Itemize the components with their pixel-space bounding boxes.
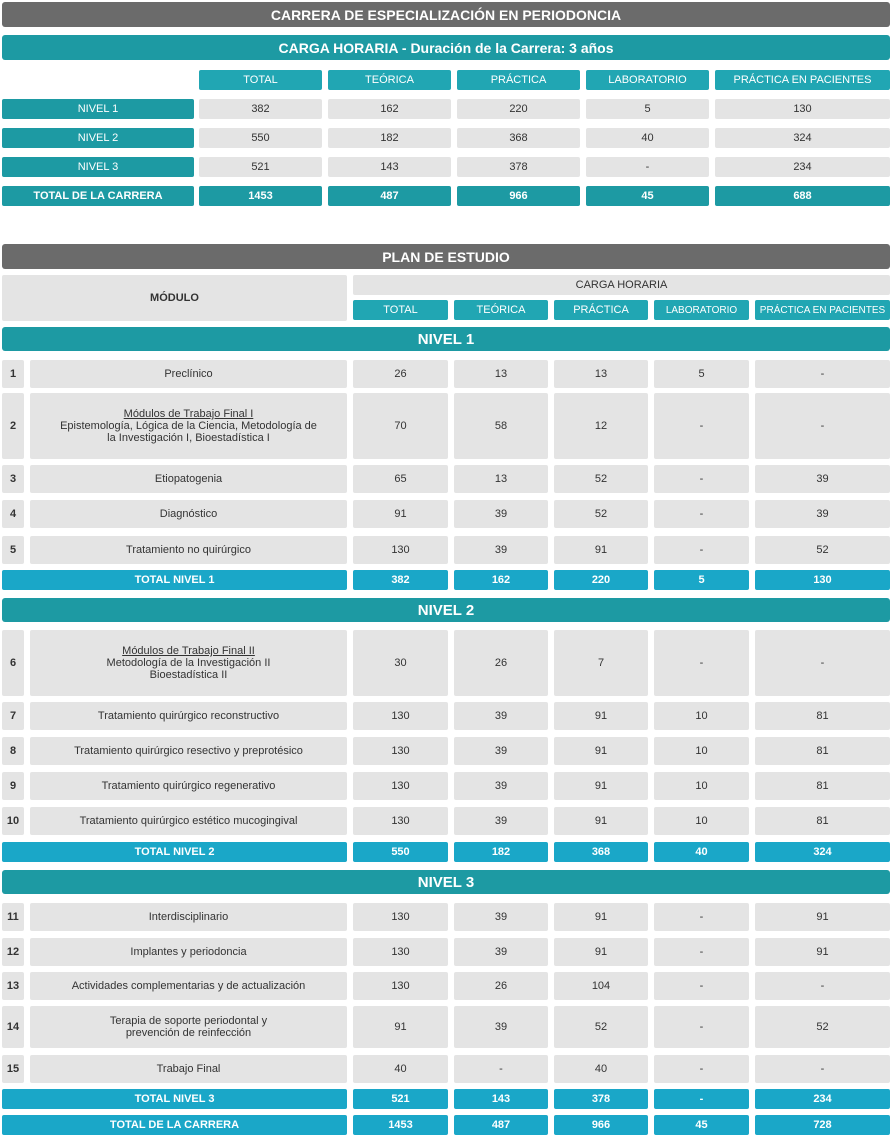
hours-cell: - [755, 1055, 890, 1083]
hours-cell: 12 [554, 393, 648, 459]
hours-cell: 39 [454, 536, 548, 564]
carga-cell: - [586, 157, 709, 177]
nivel-total-cell: 130 [755, 570, 890, 590]
nivel-total-cell: 550 [353, 842, 448, 862]
hours-cell: - [654, 630, 749, 696]
carga-total-cell: 487 [328, 186, 451, 206]
row-number: 3 [2, 465, 24, 493]
module-name-line: Tratamiento quirúrgico regenerativo [101, 780, 276, 792]
carga-total-cell: 966 [457, 186, 580, 206]
carga-cell: 130 [715, 99, 890, 119]
module-name [30, 1055, 347, 1083]
hours-cell: 91 [554, 938, 648, 966]
nivel-total-label: TOTAL NIVEL 1 [2, 570, 347, 590]
hours-cell: 40 [554, 1055, 648, 1083]
nivel-total-cell: 382 [353, 570, 448, 590]
module-name-line: Metodología de la Investigación II [106, 657, 271, 669]
hours-cell: 52 [755, 1006, 890, 1048]
carga-row-label: NIVEL 1 [2, 99, 194, 119]
hours-cell: 91 [554, 807, 648, 835]
hours-cell: 13 [554, 360, 648, 388]
hours-cell: 10 [654, 807, 749, 835]
row-number: 9 [2, 772, 24, 800]
module-name-line: prevención de reinfección [125, 1027, 252, 1039]
hours-cell: 39 [454, 772, 548, 800]
module-group-title: Módulos de Trabajo Final I [123, 408, 254, 420]
hours-cell: - [654, 903, 749, 931]
module-name [30, 1006, 347, 1048]
module-name-line: Implantes y periodoncia [130, 946, 247, 958]
hours-cell: - [454, 1055, 548, 1083]
carga-row-label: NIVEL 3 [2, 157, 194, 177]
row-number: 2 [2, 393, 24, 459]
row-number: 6 [2, 630, 24, 696]
row-number: 5 [2, 536, 24, 564]
carga-header-0: TOTAL [199, 70, 322, 90]
hours-cell: 91 [554, 702, 648, 730]
row-number: 7 [2, 702, 24, 730]
hours-cell: - [755, 972, 890, 1000]
module-name-line: Bioestadística II [149, 669, 228, 681]
hours-cell: - [654, 465, 749, 493]
hours-cell: 91 [554, 903, 648, 931]
hours-cell: 26 [353, 360, 448, 388]
module-name-line: Terapia de soporte periodontal y [109, 1015, 268, 1027]
hours-cell: 81 [755, 737, 890, 765]
module-name [30, 630, 347, 696]
hours-cell: 40 [353, 1055, 448, 1083]
hours-cell: 39 [454, 500, 548, 528]
carga-cell: 382 [199, 99, 322, 119]
hours-cell: 7 [554, 630, 648, 696]
plan-header-3: LABORATORIO [654, 300, 749, 320]
carga-header-3: LABORATORIO [586, 70, 709, 90]
hours-cell: 39 [454, 938, 548, 966]
modulo-header: MÓDULO [2, 275, 347, 321]
carga-cell: 378 [457, 157, 580, 177]
module-name-line: Tratamiento no quirúrgico [126, 544, 251, 556]
module-name-line: Tratamiento quirúrgico reconstructivo [97, 710, 280, 722]
hours-cell: 30 [353, 630, 448, 696]
nivel-title: NIVEL 2 [2, 598, 890, 622]
nivel-total-cell: 368 [554, 842, 648, 862]
hours-cell: 26 [454, 630, 548, 696]
nivel-total-cell: 234 [755, 1089, 890, 1109]
carga-total-label: TOTAL DE LA CARRERA [2, 186, 194, 206]
grand-total-cell: 966 [554, 1115, 648, 1135]
carga-total-cell: 1453 [199, 186, 322, 206]
hours-cell: 39 [454, 807, 548, 835]
carga-row-label: NIVEL 2 [2, 128, 194, 148]
grand-total-cell: 45 [654, 1115, 749, 1135]
nivel-total-cell: 378 [554, 1089, 648, 1109]
nivel-total-cell: - [654, 1089, 749, 1109]
hours-cell: 81 [755, 772, 890, 800]
nivel-total-cell: 162 [454, 570, 548, 590]
carga-cell: 40 [586, 128, 709, 148]
carga-cell: 234 [715, 157, 890, 177]
module-name-line: Preclínico [164, 368, 213, 380]
hours-cell: - [755, 630, 890, 696]
hours-cell: 81 [755, 702, 890, 730]
hours-cell: 52 [755, 536, 890, 564]
module-name [30, 360, 347, 388]
hours-cell: 39 [454, 737, 548, 765]
row-number: 13 [2, 972, 24, 1000]
hours-cell: 130 [353, 938, 448, 966]
carga-horaria-header: CARGA HORARIA [353, 275, 890, 295]
row-number: 4 [2, 500, 24, 528]
plan-header-0: TOTAL [353, 300, 448, 320]
hours-cell: 10 [654, 702, 749, 730]
hours-cell: 91 [554, 737, 648, 765]
carga-header-4: PRÁCTICA EN PACIENTES [715, 70, 890, 90]
row-number: 8 [2, 737, 24, 765]
nivel-total-cell: 324 [755, 842, 890, 862]
hours-cell: 130 [353, 536, 448, 564]
carga-cell: 162 [328, 99, 451, 119]
hours-cell: 130 [353, 702, 448, 730]
carga-cell: 324 [715, 128, 890, 148]
hours-cell: 91 [755, 938, 890, 966]
page-title: CARRERA DE ESPECIALIZACIÓN EN PERIODONCIA [2, 2, 890, 27]
row-number: 11 [2, 903, 24, 931]
hours-cell: - [755, 393, 890, 459]
nivel-total-label: TOTAL NIVEL 2 [2, 842, 347, 862]
hours-cell: 130 [353, 807, 448, 835]
hours-cell: 130 [353, 772, 448, 800]
carga-cell: 143 [328, 157, 451, 177]
hours-cell: - [654, 972, 749, 1000]
hours-cell: 130 [353, 737, 448, 765]
hours-cell: 52 [554, 500, 648, 528]
hours-cell: 104 [554, 972, 648, 1000]
module-name [30, 737, 347, 765]
module-name [30, 465, 347, 493]
module-name [30, 393, 347, 459]
hours-cell: 52 [554, 465, 648, 493]
carga-header-2: PRÁCTICA [457, 70, 580, 90]
nivel-total-cell: 521 [353, 1089, 448, 1109]
nivel-total-cell: 220 [554, 570, 648, 590]
hours-cell: 13 [454, 360, 548, 388]
carga-total-cell: 688 [715, 186, 890, 206]
hours-cell: 130 [353, 972, 448, 1000]
hours-cell: 91 [554, 536, 648, 564]
module-name [30, 938, 347, 966]
module-name-line: Interdisciplinario [148, 911, 229, 923]
module-name [30, 807, 347, 835]
carga-cell: 182 [328, 128, 451, 148]
hours-cell: 39 [454, 1006, 548, 1048]
module-name-line: Tratamiento quirúrgico estético mucogingival [79, 815, 298, 827]
module-name [30, 972, 347, 1000]
plan-header-2: PRÁCTICA [554, 300, 648, 320]
hours-cell: 5 [654, 360, 749, 388]
carga-total-cell: 45 [586, 186, 709, 206]
hours-cell: 91 [755, 903, 890, 931]
hours-cell: - [755, 360, 890, 388]
hours-cell: 91 [353, 500, 448, 528]
hours-cell: 10 [654, 737, 749, 765]
nivel-title: NIVEL 3 [2, 870, 890, 894]
row-number: 12 [2, 938, 24, 966]
hours-cell: 130 [353, 903, 448, 931]
hours-cell: 58 [454, 393, 548, 459]
module-group-title: Módulos de Trabajo Final II [122, 645, 255, 657]
hours-cell: 91 [353, 1006, 448, 1048]
row-number: 14 [2, 1006, 24, 1048]
hours-cell: 39 [454, 903, 548, 931]
module-name-line: Etiopatogenia [154, 473, 223, 485]
carga-cell: 220 [457, 99, 580, 119]
plan-header-4: PRÁCTICA EN PACIENTES [755, 300, 890, 320]
hours-cell: 39 [755, 500, 890, 528]
plan-header-1: TEÓRICA [454, 300, 548, 320]
hours-cell: - [654, 938, 749, 966]
carga-subtitle: CARGA HORARIA - Duración de la Carrera: 3 años [2, 35, 890, 60]
carga-cell: 521 [199, 157, 322, 177]
nivel-total-label: TOTAL NIVEL 3 [2, 1089, 347, 1109]
hours-cell: 13 [454, 465, 548, 493]
row-number: 1 [2, 360, 24, 388]
module-name [30, 702, 347, 730]
module-name [30, 500, 347, 528]
module-name-line: Tratamiento quirúrgico resectivo y preprotésico [74, 745, 303, 757]
module-name [30, 903, 347, 931]
grand-total-cell: 1453 [353, 1115, 448, 1135]
module-name-line: Trabajo Final [156, 1063, 221, 1075]
nivel-total-cell: 40 [654, 842, 749, 862]
grand-total-cell: 487 [454, 1115, 548, 1135]
hours-cell: - [654, 1055, 749, 1083]
nivel-title: NIVEL 1 [2, 327, 890, 351]
grand-total-cell: 728 [755, 1115, 890, 1135]
nivel-total-cell: 143 [454, 1089, 548, 1109]
hours-cell: 39 [755, 465, 890, 493]
carga-cell: 5 [586, 99, 709, 119]
hours-cell: - [654, 1006, 749, 1048]
hours-cell: 39 [454, 702, 548, 730]
carga-cell: 368 [457, 128, 580, 148]
module-name-line: Epistemología, Lógica de la Ciencia, Metodología de [60, 420, 317, 432]
module-name-line: la Investigación I, Bioestadística I [107, 432, 270, 444]
grand-total-label: TOTAL DE LA CARRERA [2, 1115, 347, 1135]
module-name-line: Actividades complementarias y de actualización [71, 980, 306, 992]
hours-cell: 91 [554, 772, 648, 800]
hours-cell: 81 [755, 807, 890, 835]
hours-cell: 10 [654, 772, 749, 800]
module-name [30, 772, 347, 800]
hours-cell: 70 [353, 393, 448, 459]
hours-cell: - [654, 500, 749, 528]
row-number: 15 [2, 1055, 24, 1083]
hours-cell: 65 [353, 465, 448, 493]
module-name-line: Diagnóstico [159, 508, 218, 520]
row-number: 10 [2, 807, 24, 835]
nivel-total-cell: 5 [654, 570, 749, 590]
module-name [30, 536, 347, 564]
hours-cell: 26 [454, 972, 548, 1000]
plan-title: PLAN DE ESTUDIO [2, 244, 890, 269]
hours-cell: - [654, 393, 749, 459]
carga-header-1: TEÓRICA [328, 70, 451, 90]
nivel-total-cell: 182 [454, 842, 548, 862]
carga-cell: 550 [199, 128, 322, 148]
hours-cell: 52 [554, 1006, 648, 1048]
hours-cell: - [654, 536, 749, 564]
